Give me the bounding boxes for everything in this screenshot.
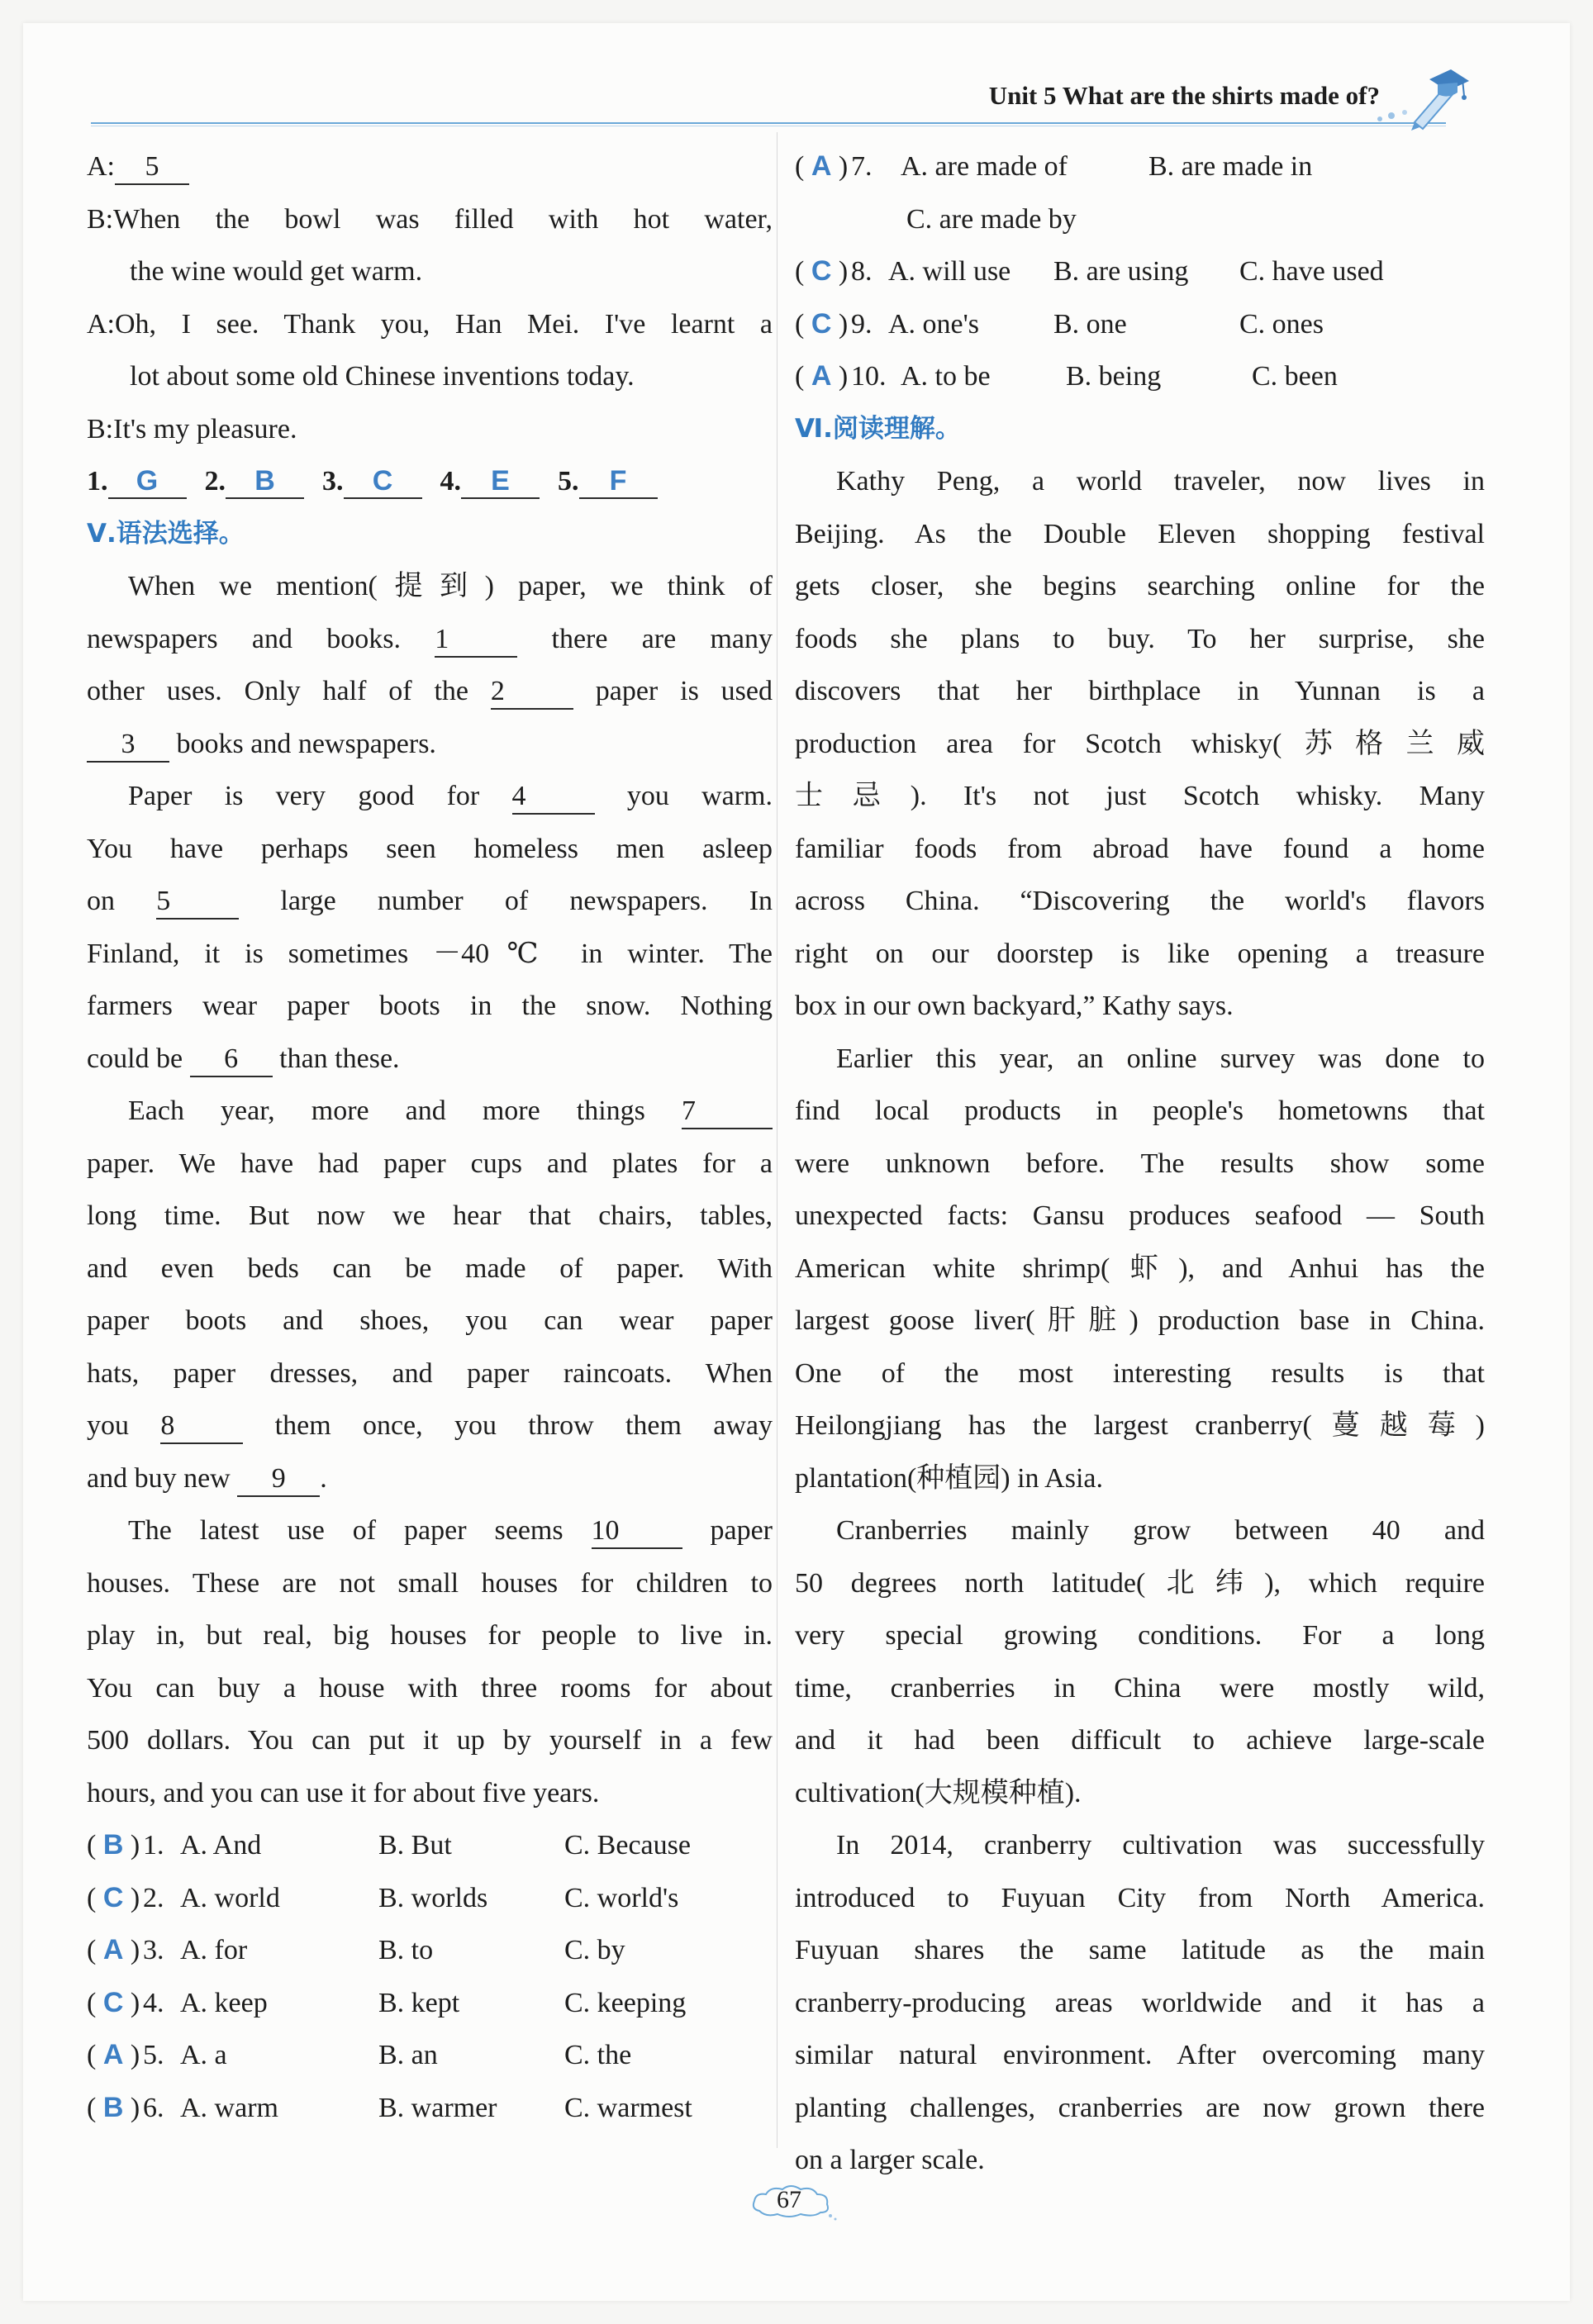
- answer-blank: F: [579, 464, 658, 499]
- section-6-title: Ⅵ.阅读理解。: [795, 413, 961, 444]
- dialogue-line-b2: B:It's my pleasure.: [87, 413, 297, 444]
- passage-line: You have perhaps seen homeless men asleep: [87, 833, 773, 864]
- reading-line: largest goose liver(肝脏) production base in China.: [795, 1305, 1485, 1336]
- reading-line: introduced to Fuyuan City from North America.: [795, 1882, 1485, 1913]
- passage-line: 500 dollars. You can put it up by yourself in a few: [87, 1725, 773, 1756]
- header-title: Unit 5 What are the shirts made of?: [988, 81, 1380, 110]
- reading-line: production area for Scotch whisky(苏格兰威: [795, 728, 1485, 759]
- right-column: [795, 140, 1485, 2187]
- question-row: ( B ) 1. A. And B. But C. Because: [87, 1829, 691, 1861]
- passage-line: You can buy a house with three rooms for about: [87, 1672, 773, 1704]
- passage-line: 3 books and newspapers.: [87, 718, 773, 771]
- reading-line: right on our doorstep is like opening a treasure: [795, 938, 1485, 969]
- passage-line: hours, and you can use it for about five years.: [87, 1777, 600, 1808]
- reading-line: and it had been difficult to achieve large-scale: [795, 1725, 1485, 1756]
- section-5-title: Ⅴ.语法选择。: [87, 518, 245, 549]
- dialogue-line-b1-cont: the wine would get warm.: [130, 256, 423, 287]
- answer-blank: C: [344, 464, 422, 499]
- header-rule: [91, 122, 1446, 124]
- passage-line: Paper is very good for 4 you warm.: [87, 770, 773, 823]
- reading-line: planting challenges, cranberries are now grown there: [795, 2092, 1485, 2123]
- passage-line: paper. We have had paper cups and plates for a: [87, 1148, 773, 1179]
- dialogue-line-a2: A:Oh, I see. Thank you, Han Mei. I've learnt a: [87, 308, 773, 340]
- passage-line: you 8 them once, you throw them away: [87, 1400, 773, 1452]
- reading-line: across China. “Discovering the world's flavors: [795, 886, 1485, 916]
- question-row: ( C ) 9. A. one's B. one C. ones: [795, 307, 1324, 340]
- question-row: ( A ) 3. A. for B. to C. by: [87, 1934, 625, 1965]
- question-row: ( C ) 2. A. world B. worlds C. world's: [87, 1881, 679, 1913]
- reading-line: In 2014, cranberry cultivation was successfully: [836, 1830, 1485, 1861]
- question-row: ( B ) 6. A. warm B. warmer C. warmest: [87, 2091, 692, 2123]
- answer-blank: 5: [115, 150, 189, 185]
- page-number: 67: [777, 2186, 801, 2213]
- reading-line: unexpected facts: Gansu produces seafood — South: [795, 1200, 1485, 1231]
- question-row: ( C ) 8. A. will use B. are using C. have used: [795, 255, 1384, 287]
- page-number-badge: [748, 2181, 839, 2222]
- passage-line: and buy new 9 .: [87, 1452, 773, 1505]
- passage-line: newspapers and books. 1 there are many: [87, 613, 773, 666]
- question-option-c: C. are made by: [906, 203, 1077, 235]
- passage-line: Each year, more and more things 7: [87, 1085, 773, 1138]
- left-column: [87, 140, 773, 2134]
- reading-line: very special growing conditions. For a long: [795, 1620, 1485, 1651]
- reading-line: Kathy Peng, a world traveler, now lives in: [836, 466, 1485, 497]
- answer-blank: G: [108, 464, 187, 499]
- reading-line: Cranberries mainly grow between 40 and: [836, 1515, 1485, 1546]
- question-row: ( C ) 4. A. keep B. kept C. keeping: [87, 1986, 687, 2018]
- dialogue-line-a2-cont: lot about some old Chinese inventions today.: [130, 361, 635, 392]
- answer-key-row: 1. G 2. B 3. C 4. E 5. F: [87, 455, 773, 508]
- passage-line: and even beds can be made of paper. With: [87, 1252, 773, 1284]
- passage-line: play in, but real, big houses for people to live in.: [87, 1620, 773, 1651]
- reading-line: discovers that her birthplace in Yunnan is a: [795, 676, 1485, 706]
- reading-line: plantation(种植园) in Asia.: [795, 1462, 1104, 1494]
- reading-line: American white shrimp(虾), and Anhui has the: [795, 1252, 1485, 1284]
- reading-line: on a larger scale.: [795, 2145, 985, 2175]
- reading-line: similar natural environment. After overcoming many: [795, 2040, 1485, 2070]
- passage-line: paper boots and shoes, you can wear paper: [87, 1305, 773, 1336]
- passage-line: long time. But now we hear that chairs, tables,: [87, 1200, 773, 1231]
- dialogue-line-b1: B:When the bowl was filled with hot water,: [87, 203, 773, 235]
- question-row: ( A ) 7. A. are made of B. are made in: [795, 150, 1313, 182]
- reading-line: 士忌). It's not just Scotch whisky. Many: [795, 781, 1485, 811]
- answer-blank: E: [461, 464, 540, 499]
- reading-line: Earlier this year, an online survey was done to: [836, 1043, 1485, 1074]
- passage-line: on 5 large number of newspapers. In: [87, 875, 773, 928]
- reading-line: were unknown before. The results show some: [795, 1148, 1485, 1179]
- reading-line: familiar foods from abroad have found a home: [795, 833, 1485, 864]
- page-header: [91, 74, 1479, 132]
- passage-line: When we mention(提到) paper, we think of: [128, 571, 773, 601]
- reading-line: cultivation(大规模种植).: [795, 1777, 1082, 1808]
- passage-line: The latest use of paper seems 10 paper: [87, 1504, 773, 1557]
- reading-line: One of the most interesting results is that: [795, 1357, 1485, 1389]
- reading-line: cranberry-producing areas worldwide and it has a: [795, 1987, 1485, 2018]
- passage-line: houses. These are not small houses for children to: [87, 1567, 773, 1599]
- passage-line: hats, paper dresses, and paper raincoats. When: [87, 1357, 773, 1389]
- question-row: ( A ) 10. A. to be B. being C. been: [795, 360, 1338, 392]
- reading-line: gets closer, she begins searching online for the: [795, 571, 1485, 601]
- reading-line: 50 degrees north latitude(北纬), which require: [795, 1567, 1485, 1599]
- graduation-cap-pencil-icon: [1372, 61, 1471, 131]
- dialogue-line-a1: A: 5: [87, 140, 773, 193]
- passage-line: farmers wear paper boots in the snow. Nothing: [87, 991, 773, 1021]
- reading-line: box in our own backyard,” Kathy says.: [795, 991, 1234, 1021]
- reading-line: foods she plans to buy. To her surprise, she: [795, 623, 1485, 654]
- reading-line: Beijing. As the Double Eleven shopping festival: [795, 518, 1485, 549]
- passage-line: other uses. Only half of the 2 paper is used: [87, 665, 773, 718]
- reading-line: Fuyuan shares the same latitude as the main: [795, 1935, 1485, 1965]
- question-row: ( A ) 5. A. a B. an C. the: [87, 2039, 632, 2070]
- reading-line: find local products in people's hometowns that: [795, 1095, 1485, 1126]
- passage-line: Finland, it is sometimes －40℃ in winter. The: [87, 938, 773, 969]
- answer-blank: B: [226, 464, 304, 499]
- reading-line: Heilongjiang has the largest cranberry(蔓越莓): [795, 1410, 1485, 1441]
- reading-line: time, cranberries in China were mostly wild,: [795, 1672, 1485, 1704]
- passage-line: could be 6 than these.: [87, 1033, 773, 1086]
